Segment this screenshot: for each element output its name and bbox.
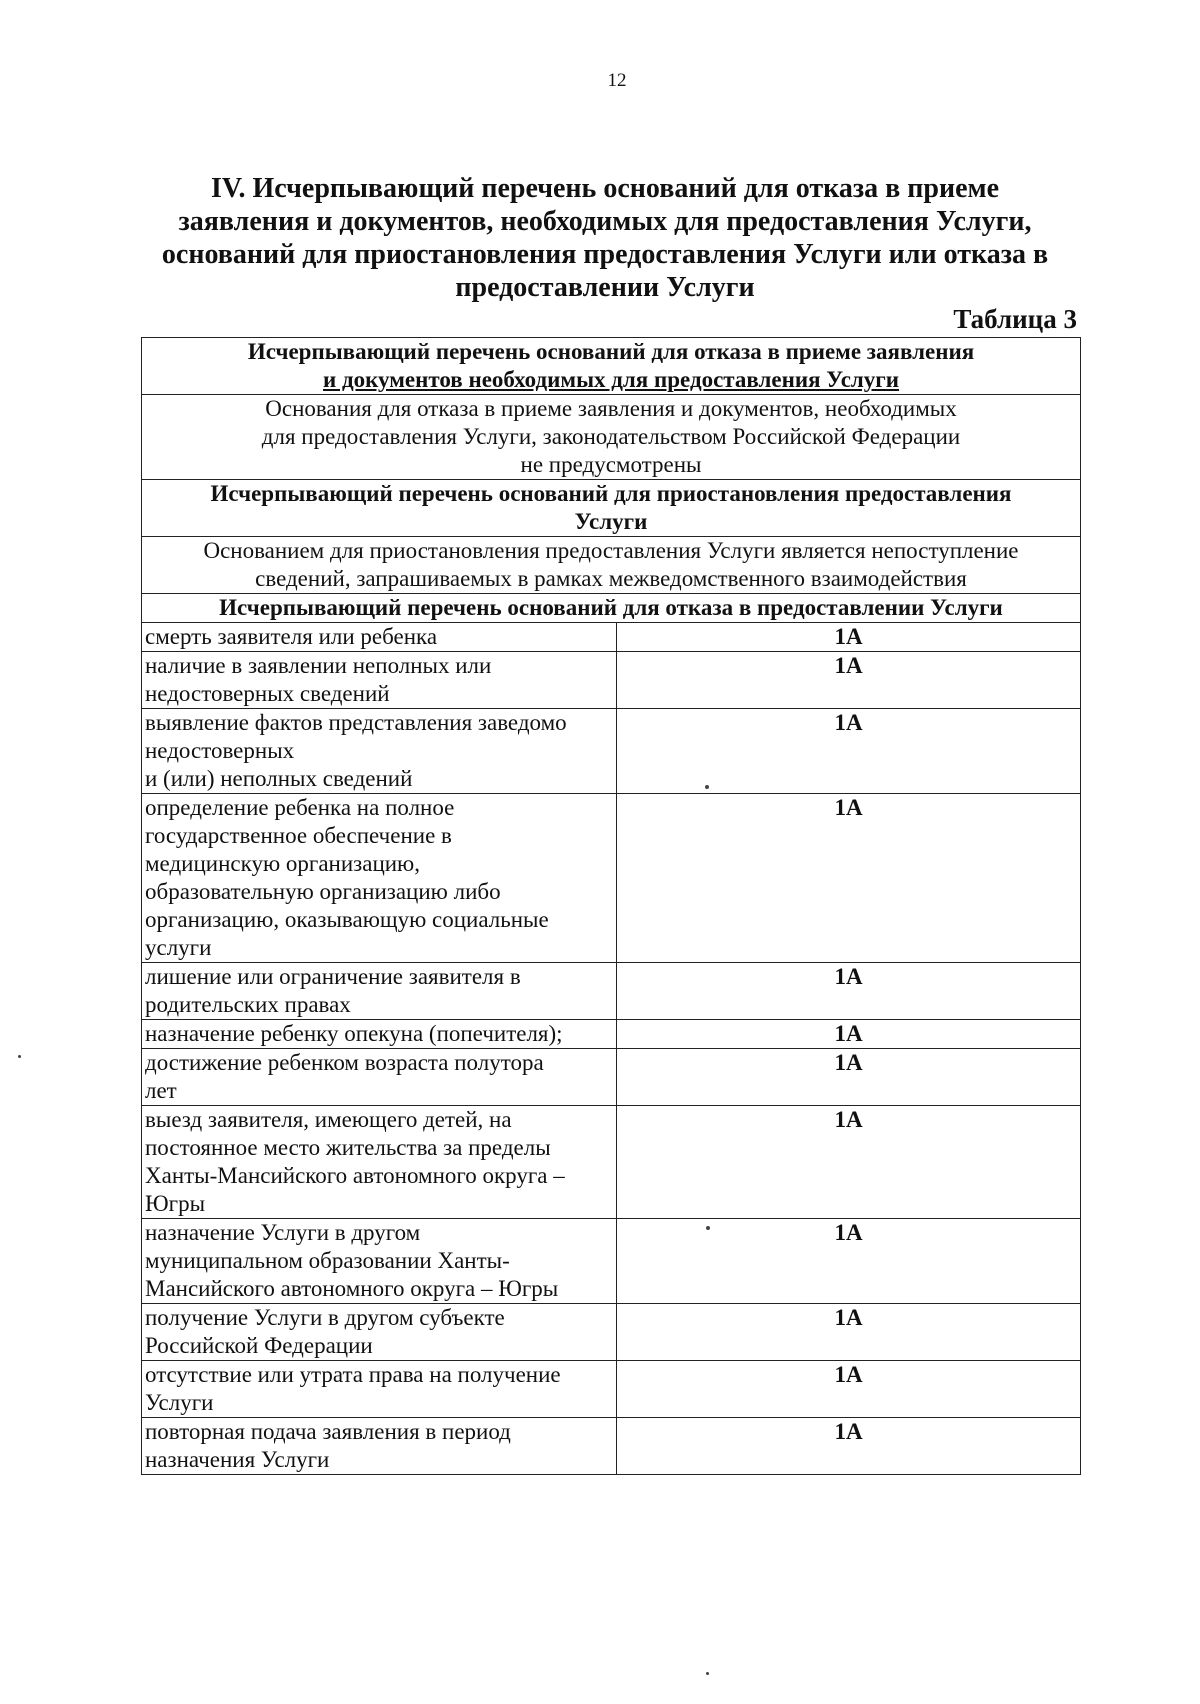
reason-cell [142,1106,617,1219]
reason-line: недостоверных [145,738,295,763]
text-line: Основанием для приостановления предоставления Услуги является непоступление [203,538,1019,563]
reason-line: Ханты-Мансийского автономного округа – [145,1163,565,1188]
reason-line: государственное обеспечение в [145,823,452,848]
reason-cell [142,652,617,709]
table-row [142,1304,1081,1361]
reason-line: смерть заявителя или ребенка [145,624,438,649]
section-title-line: заявления и документов, необходимых для предоставления Услуги, [178,206,1032,237]
table-row [142,537,1081,594]
table-row [142,1049,1081,1106]
reason-line: Услуги [145,1390,214,1415]
reason-code: 1А [617,1219,1081,1304]
table-row [142,794,1081,963]
suspension-heading [142,480,1081,537]
scan-speck [706,1226,710,1230]
reason-rows [142,623,1081,1475]
reason-line: образовательную организацию либо [145,879,501,904]
reason-cell [142,1304,617,1361]
reason-line: лишение или ограничение заявителя в [145,964,521,989]
reason-code: 1А [617,1106,1081,1219]
section-title-line: IV. Исчерпывающий перечень оснований для отказа в приеме [210,173,1000,204]
reason-line: Югры [145,1191,206,1216]
reason-line: отсутствие или утрата права на получение [145,1362,561,1387]
reason-line: муниципальном образовании Ханты- [145,1248,510,1273]
reason-line: назначение ребенку опекуна (попечителя); [145,1021,563,1046]
reason-line: и (или) неполных сведений [145,766,413,791]
reason-line: наличие в заявлении неполных или [145,653,492,678]
reason-cell [142,794,617,963]
reason-code: 1А [617,1020,1081,1049]
scan-speck [18,1055,21,1058]
text-line: не предусмотрены [520,452,702,477]
reason-cell [142,1049,617,1106]
reason-code: 1А [617,1049,1081,1106]
reason-line: выявление фактов представления заведомо [145,710,567,735]
table-row [142,623,1081,652]
reason-code: 1А [617,652,1081,709]
reason-code: 1А [617,1304,1081,1361]
table-row [142,1219,1081,1304]
reason-line: достижение ребенком возраста полутора [145,1050,544,1075]
reason-code: 1А [617,794,1081,963]
reason-line: определение ребенка на полное [145,795,455,820]
reason-line: Мансийского автономного округа – Югры [145,1276,559,1301]
reason-code: 1А [617,1361,1081,1418]
table-row [142,395,1081,480]
table-row [142,1361,1081,1418]
reason-line: услуги [145,935,212,960]
text-line: для предоставления Услуги, законодательством Российской Федерации [261,424,961,449]
reason-code: 1А [617,623,1081,652]
heading-line: Услуги [574,509,648,534]
table-row [142,338,1081,395]
reason-line: назначение Услуги в другом [145,1220,421,1245]
refusal-provision-heading: Исчерпывающий перечень оснований для отказа в предоставлении Услуги [142,594,1081,623]
reason-line: лет [145,1078,177,1103]
reason-code: 1А [617,709,1081,794]
reason-line: недостоверных сведений [145,681,390,706]
table-row [142,652,1081,709]
table-row [142,480,1081,537]
text-line: сведений, запрашиваемых в рамках межведомственного взаимодействия [255,566,967,591]
page-number: 12 [607,70,627,91]
table-row [142,1106,1081,1219]
section-title-line: предоставлении Услуги [455,272,755,303]
section-title-line: оснований для приостановления предоставления Услуги или отказа в [161,239,1049,270]
heading-line: Исчерпывающий перечень оснований для приостановления предоставления [210,481,1012,506]
table-row [142,709,1081,794]
reason-cell [142,1418,617,1475]
table-row [142,1020,1081,1049]
section-title [130,172,1080,304]
reason-line: медицинскую организацию, [145,851,420,876]
suspension-text [142,537,1081,594]
heading-line: Исчерпывающий перечень оснований для отказа в приеме заявления [247,339,975,364]
text-line: Основания для отказа в приеме заявления и документов, необходимых [265,396,957,421]
reason-line: получение Услуги в другом субъекте [145,1305,505,1330]
reason-cell [142,963,617,1020]
reason-cell [142,709,617,794]
scan-speck [705,785,709,789]
scan-speck [706,1672,709,1675]
refusal-acceptance-text [142,395,1081,480]
grounds-table [141,337,1081,1475]
reason-code: 1А [617,1418,1081,1475]
table-row [142,594,1081,623]
reason-cell [142,623,617,652]
reason-cell [142,1219,617,1304]
table-label: Таблица 3 [953,304,1077,334]
reason-line: повторная подача заявления в период [145,1419,511,1444]
reason-line: выезд заявителя, имеющего детей, на [145,1107,512,1132]
reason-line: назначения Услуги [145,1447,330,1472]
reason-line: Российской Федерации [145,1333,373,1358]
reason-line: организацию, оказывающую социальные [145,907,549,932]
table-row [142,1418,1081,1475]
reason-code: 1А [617,963,1081,1020]
table-row [142,963,1081,1020]
reason-cell [142,1020,617,1049]
reason-cell [142,1361,617,1418]
heading-line: и документов необходимых для предоставления Услуги [322,367,900,392]
reason-line: постоянное место жительства за пределы [145,1135,551,1160]
refusal-acceptance-heading [142,338,1081,395]
reason-line: родительских правах [145,992,351,1017]
